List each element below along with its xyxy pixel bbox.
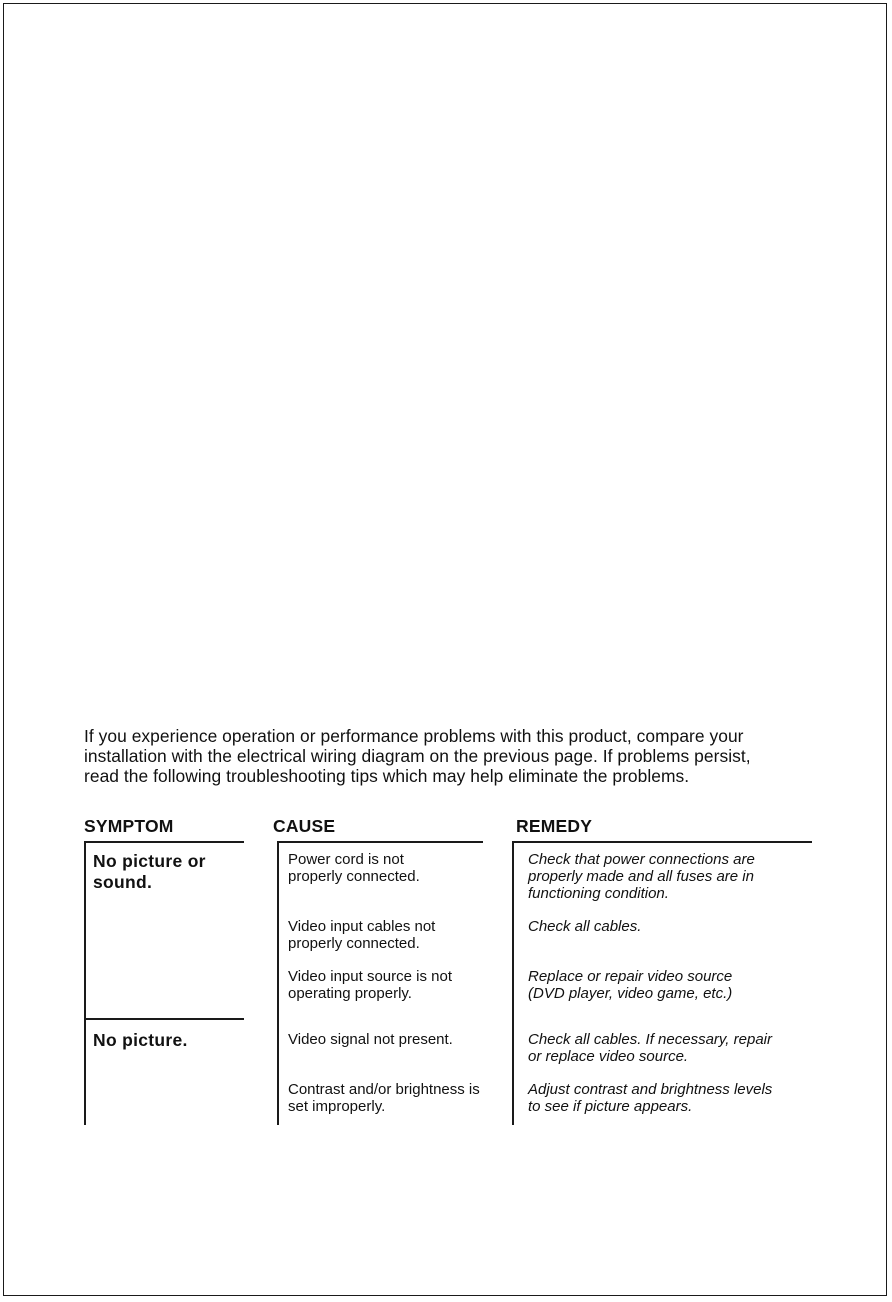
remedy-line: Check all cables. xyxy=(528,918,642,935)
symptom-no-picture xyxy=(93,1030,188,1051)
cause-cell xyxy=(288,851,420,885)
cause-cell xyxy=(288,1031,453,1048)
cause-cell xyxy=(288,1081,480,1115)
symptom-line: No picture or xyxy=(93,851,206,871)
symptom-header: SYMPTOM xyxy=(84,816,174,836)
cause-line: properly connected. xyxy=(288,935,420,952)
remedy-cell xyxy=(528,1031,772,1065)
remedy-line: properly made and all fuses are in xyxy=(528,868,754,885)
remedy-cell xyxy=(528,1081,772,1115)
cause-line: operating properly. xyxy=(288,985,412,1002)
intro-line: If you experience operation or performance problems with this product, compare your xyxy=(84,726,744,746)
remedy-header: REMEDY xyxy=(516,816,593,836)
remedy-line: Replace or repair video source xyxy=(528,968,733,985)
cause-line: Video input cables not xyxy=(288,918,436,935)
cause-line: properly connected. xyxy=(288,868,420,885)
symptom-no-picture-or-sound xyxy=(93,851,206,893)
remedy-line: or replace video source. xyxy=(528,1048,689,1065)
symptom-top-rule xyxy=(84,841,244,843)
cause-cell xyxy=(288,968,452,1002)
cause-cell xyxy=(288,918,435,952)
symptom-line: No picture. xyxy=(93,1030,188,1050)
cause-top-rule xyxy=(277,841,483,843)
cause-line: set improperly. xyxy=(288,1098,386,1115)
remedy-line: Check that power connections are xyxy=(528,851,755,868)
remedy-cell xyxy=(528,851,755,902)
cause-line: Video input source is not xyxy=(288,968,452,985)
symptom-line: sound. xyxy=(93,872,153,892)
remedy-line: to see if picture appears. xyxy=(528,1098,693,1115)
remedy-line: Adjust contrast and brightness levels xyxy=(528,1081,773,1098)
remedy-line: functioning condition. xyxy=(528,885,669,902)
cause-line: Power cord is not xyxy=(288,851,404,868)
remedy-left-rule xyxy=(512,841,514,1125)
cause-header: CAUSE xyxy=(273,816,336,836)
remedy-cell xyxy=(528,968,732,1002)
cause-left-rule xyxy=(277,841,279,1125)
remedy-line: Check all cables. If necessary, repair xyxy=(528,1031,772,1048)
intro-line: read the following troubleshooting tips which may help eliminate the problems. xyxy=(84,766,690,786)
symptom-left-rule xyxy=(84,841,86,1125)
remedy-top-rule xyxy=(512,841,812,843)
cause-line: Video signal not present. xyxy=(288,1031,453,1048)
intro-line: installation with the electrical wiring diagram on the previous page. If problems persist, xyxy=(84,746,751,766)
cause-line: Contrast and/or brightness is xyxy=(288,1081,480,1098)
remedy-cell xyxy=(528,918,641,935)
remedy-line: (DVD player, video game, etc.) xyxy=(528,985,733,1002)
intro-paragraph xyxy=(84,726,824,786)
symptom-divider-rule xyxy=(84,1018,244,1020)
